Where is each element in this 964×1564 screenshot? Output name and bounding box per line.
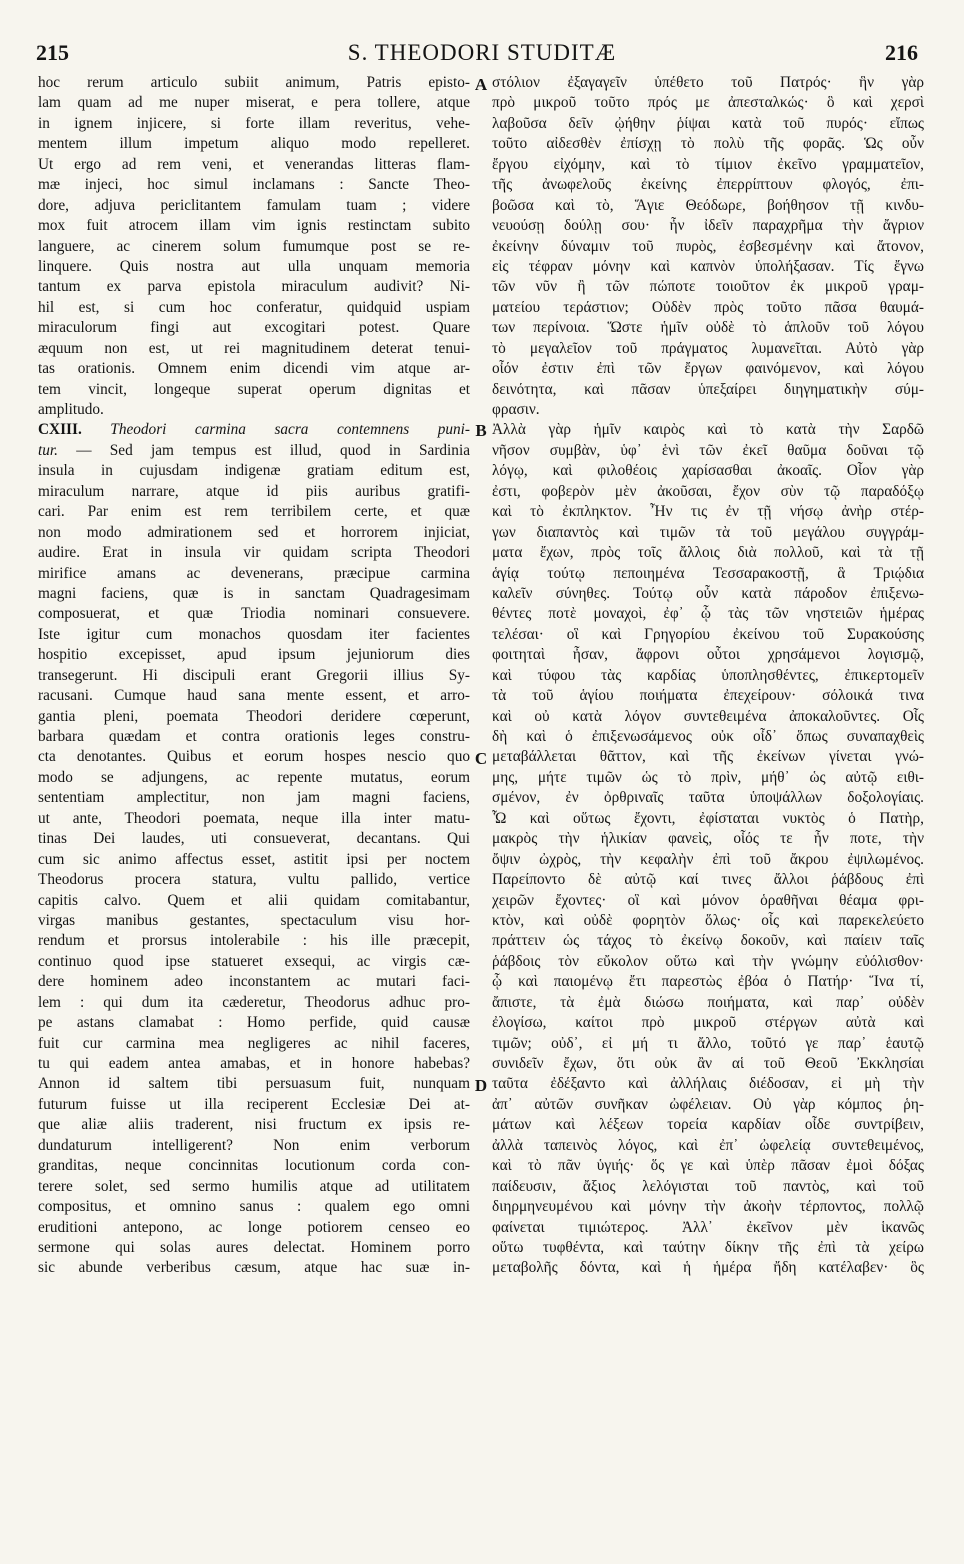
text-line: ἔργου εἰχόμην, καὶ τὸ τίμιον ἐκεῖνο γραμματεῖον,: [492, 155, 924, 173]
chapter-heading-cont: [38, 441, 470, 461]
text-line: στόλιον ἐξαγαγεῖν ὑπέθετο τοῦ Πατρός· ἣν γὰρ: [492, 74, 924, 91]
text-line: τελέσαι· οἳ καὶ Γρηγορίου ἐκείνου τοῦ Συρακούσης: [492, 625, 924, 643]
text-line: languere, ac cinerem solum fumumque post se re-: [38, 237, 470, 255]
text-line: æquum non est, ut rei magnitudinem deterat tenui-: [38, 339, 470, 357]
text-line: insula in cujusdam indigenæ gratiam editum est,: [38, 462, 470, 480]
text-line: barbara quædam et contra orationis leges constru-: [38, 728, 470, 745]
text-line: κτὸν, καὶ οὐδὲ φορητὸν ὅλως· οἷς καὶ παρεκελεύετο: [492, 911, 924, 929]
text-line: hospitio excepisset, apud ipsum jejuniorum dies: [38, 646, 470, 664]
text-line: μης, μήτε τιμῶν ὡς τὸ πρὶν, μήθ᾽ ὡς αὐτῷ ειθι-: [492, 768, 924, 786]
text-line: mirifice amans ac devenerans, præcipue carmina: [38, 564, 470, 582]
text-line: sententiam amplectitur, non jam magni faciens,: [38, 789, 470, 807]
text-line: φρασιν.: [492, 401, 540, 418]
text-line: μεταβάλλεται θᾶττον, καὶ τῆς ἐκείνων γίνεται γνώ-: [492, 748, 924, 766]
text-line: πράττειν ὡς τάχος τὸ ἐκείνῳ δοκοῦν, καὶ παίειν ταῖς: [492, 932, 924, 950]
text-line: Παρείποντο δὲ αὐτῷ καί τινες ἄλλοι ῥάβδους ἐπὶ: [492, 871, 924, 889]
text-line: dore, adjuva periclitantem famulam tuam ; videre: [38, 196, 470, 214]
text-line: mentem illum impetum aliquo modo repelleret.: [38, 135, 470, 153]
text-line: συνιδεῖν ἔχων, ὅτι οὐκ ἂν αἱ τοῦ Θεοῦ Ἐκκλησίαι: [492, 1055, 924, 1072]
text-line: lem : qui dum ita cæderetur, Theodorus adhuc pro-: [38, 993, 470, 1011]
text-line: sic abunde verberibus cæsum, atque hac suæ in-: [38, 1259, 470, 1277]
text-line: rendum et prorsus intolerabile : his ille præcepit,: [38, 932, 470, 950]
page-header: [0, 0, 964, 70]
text-line: δεινότητα, καὶ πᾶσαν ὑπεξαίρει διηγηματικὴν σύμ-: [492, 380, 924, 398]
text-line: modo se adjungens, ac repente mutatus, eorum: [38, 768, 470, 786]
text-line: hoc rerum articulo subiit animum, Patris episto-: [38, 74, 470, 91]
text-line: Iste igitur cum monachos quosdam iter facientes: [38, 625, 470, 643]
text-line: granditas, neque concinnitas locutionum corda con-: [38, 1157, 470, 1175]
running-title: S. THEODORI STUDITÆ: [347, 40, 617, 65]
text-line: lam quam ad me nuper miserat, e pera tollere, atque: [38, 94, 470, 112]
text-line: miraculorum fingi aut excogitari potest. Quare: [38, 319, 470, 337]
text-line: ἀλλὰ ταπεινὸς λόγος, καὶ ἐπ᾽ ὠφελείᾳ συντεθειμένος,: [492, 1136, 924, 1154]
text-line: φοιτηταὶ ἦσαν, ἄφρονι οὗτοι χρησάμενοι λογισμῷ,: [492, 646, 924, 664]
text-line: transegerunt. Hi discipuli erant Gregorii illius Sy-: [38, 666, 470, 684]
text-line: fuit cur carmina mea negligeres ac nihil faceres,: [38, 1034, 470, 1052]
text-line: τοῦτο αἰδεσθὲν ἐπίσχῃ τὸ πολὺ τῆς φορᾶς. Ὡς οὖν: [492, 135, 924, 153]
text-line: tas orationis. Omnem enim dicendi vim atque ar-: [38, 360, 470, 378]
text-line: τιμῶν; οὐδ᾽, εἰ μή τι ἄλλο, τοῦτό γε παρ᾽ ἑαυτῷ: [492, 1034, 924, 1052]
page-number-right: 216: [885, 40, 918, 65]
text-line: σμένον, ἐν ὀρθριναῖς ταῦτα ὑποψάλλων δοξολογίαις.: [492, 789, 924, 807]
text-line: ἐκείνην δύναμιν τοῦ πυρὸς, ἐσβεσμένην καὶ ἄτονον,: [492, 237, 924, 255]
text-line: ᾧ καὶ παιομένῳ ἔτι παρεστὼς ἐβόα ὁ Πατήρ· Ἵνα τί,: [492, 973, 924, 991]
text-line: καὶ τύφου τὰς καρδίας ὑποπλησθέντες, ἐπικερτομεῖν: [492, 666, 924, 684]
text-line: tantum ex parva epistola miraculum audivit? Ni-: [38, 278, 470, 296]
text-line: ὄψιν ὠχρὸς, τὴν κεφαλὴν ἐπὶ τοῦ ἄκρου ἐψιλωμένος.: [492, 850, 924, 868]
text-line: ἀπ᾽ αὐτῶν συνῆκαν ὠφέλειαν. Οὐ γὰρ κόμπος ῥη-: [492, 1095, 924, 1113]
text-line: sermone qui solas aures delectat. Hominem porro: [38, 1238, 470, 1256]
text-line: terere solet, sed sermo humilis atque ad utilitatem: [38, 1177, 470, 1195]
text-line: βοῶσα καὶ τὸ, Ἅγιε Θεόδωρε, βοήθησον τῇ κινδυ-: [492, 196, 924, 214]
section-marker-b: B: [475, 421, 487, 440]
text-line: ταῦτα ἐδέξαντο καὶ ἀλλήλαις διέδοσαν, εἰ μὴ τὴν: [492, 1075, 924, 1093]
text-line: linquere. Quis nostra aut ulla unquam memoria: [38, 257, 470, 275]
text-line: tinas Dei laudes, uti consueverat, decantans. Qui: [38, 830, 470, 848]
text-line: ματείου τεράστιον; Οὐδὲν πρὸς τοῦτο πᾶσα θαυμά-: [492, 298, 924, 316]
text-line: μακρὸς τὴν ἡλικίαν φανεὶς, οἷός τε ἦν ποτε, τὴν: [492, 830, 924, 848]
text-line: νευούσῃ δούλῃ σου· ἦν ἰδεῖν παραχρῆμα τὴν ἄγριον: [492, 217, 924, 235]
text-line: amplitudo.: [38, 401, 104, 418]
text-line: γων διαπαντὸς καὶ τιμῶν τὰ τοῦ μεγάλου συγγράμ-: [492, 523, 924, 541]
text-line: virgas manibus gestantes, spectaculum visu hor-: [38, 911, 470, 929]
text-line: compositus, et omnino sanus : qualem ego omni: [38, 1198, 470, 1216]
text-line: ῥάβδοις τὸν εὔκολον οὕτω καὶ τὴν γνώμην εὐόλισθον·: [492, 952, 924, 970]
text-line: ἐλογίσω, καίτοι πρὸ μικροῦ στέργων αὐτὰ καὶ: [492, 1014, 924, 1032]
text-line: que aliæ aliis traderent, nisi fructum ex ipsis re-: [38, 1116, 470, 1134]
text-line: τὰ τοῦ ἁγίου ποιήματα ἐπεχείρουν· σόλοικά τινα: [492, 687, 924, 705]
text-line: dundaturum intelligerent? Non enim verborum: [38, 1136, 470, 1154]
text-line: τὸ μεγαλεῖον τοῦ πράγματος λυμανεῖται. Αὐτὸ γὰρ: [492, 339, 924, 357]
latin-column: [38, 73, 470, 1279]
text-line: non modo admirationem sed et horrorem injiciat,: [38, 523, 470, 541]
text-line: καλεῖν σύνηθες. Τούτῳ οὖν κατὰ πάροδον ἐπιξενω-: [492, 584, 924, 602]
text-line: ἁγίᾳ τούτῳ πεποιημένα Τεσσαρακοστῇ, ἃ Τριῴδια: [492, 564, 924, 582]
chapter-heading: [38, 420, 470, 440]
text-line: ἄπιστε, τὰ ἐμὰ διώσω ποιήματα, καὶ παρ᾽ οὐδὲν: [492, 993, 924, 1011]
text-line: καὶ οὐ κατὰ λόγον συντεθειμένα ἀποκαλοῦντες. Οἷς: [492, 707, 924, 725]
text-line: οὕτω τυφθέντα, καὶ ταύτην δίκην τῆς ἐπὶ τὰ χείρω: [492, 1238, 924, 1256]
greek-column: [492, 73, 924, 1279]
section-marker-d: D: [474, 1076, 488, 1095]
chapter-title-cont: tur.: [38, 441, 58, 459]
text-line: cta denotantes. Quibus et eorum hospes nescio quo: [38, 748, 470, 766]
text-line: tu qui eadem antea amabas, et in honore habebas?: [38, 1055, 470, 1072]
text-line: miraculum narrare, atque id piis auribus gratifi-: [38, 482, 470, 500]
text-line: in ignem injicere, si forte illam reveritus, vehe-: [38, 114, 470, 132]
text-line: χειρῶν ἔχοντες· οἳ καὶ μόνον ὁραθῆναι θέαμα φρι-: [492, 891, 924, 909]
section-marker-a: A: [474, 75, 488, 94]
text-line: διηρμηνευμένου καὶ μόνην τὴν ἀκοὴν τέρποντος, πολλῷ: [492, 1198, 924, 1216]
text-line: magni faciens, quæ is in sanctam Quadragesimam: [38, 584, 470, 602]
text-line: capitis calvo. Quem et alii quidam comitabantur,: [38, 891, 470, 909]
text-line: cari. Par enim est rem terribilem certe, et quæ: [38, 503, 470, 521]
section-marker-c: C: [474, 749, 488, 768]
text-line: gantia pleni, poemata Theodori deridere cœperunt,: [38, 707, 470, 725]
chapter-number: CXIII.: [38, 421, 82, 439]
text-line: Theodorus procera statura, vultu pallido, vertice: [38, 871, 470, 889]
text-line: composuerat, et quæ Triodia nominari consuevere.: [38, 605, 470, 623]
text-line: φαίνεται τιμιώτερος. Ἀλλ᾽ ἐκεῖνον μὲν ἱκανῶς: [492, 1218, 924, 1236]
text-line: mæ injeci, hoc simul inclamans : Sancte Theo-: [38, 176, 470, 194]
text-line: των περίνοια. Ὥστε ἡμῖν οὐδὲ τὸ ἁπλοῦν τοῦ λόγου: [492, 319, 924, 337]
text-line: μεταβολῆς δόντα, καὶ ἡ ἡμέρα ἤδη κατέλαβεν· ὃς: [492, 1259, 924, 1277]
chapter-first-line: — Sed jam tempus est illud, quod in Sardinia: [57, 441, 470, 459]
text-line: οἶόν ἐστιν ἐπὶ τῶν ἔργων φαινόμενον, καὶ λόγου: [492, 360, 924, 378]
text-line: νῆσον συμβὰν, ὑφ᾽ ἑνὶ τῶν ἐκεῖ θαῦμα δοῦναι τῷ: [492, 441, 924, 459]
text-line: futurum fuisse ut illa reciperent Ecclesiæ Dei at-: [38, 1095, 470, 1113]
text-line: καὶ τὸ πᾶν ὑγιής· ὅς γε καὶ ὑπὲρ πᾶσαν ἐμοὶ δόξας: [492, 1157, 924, 1175]
page-number-left: 215: [36, 40, 69, 65]
text-line: eruditioni antepono, ac longe potiorem censeo eo: [38, 1218, 470, 1236]
text-line: Ut ergo ad rem veni, et venerandas litteras flam-: [38, 155, 470, 173]
text-line: ἐστι, φοβερὸν μὲν ἀκοῦσαι, ἔχον σὺν τῷ παραδόξῳ: [492, 482, 924, 500]
text-line: hil est, si cum hoc conferatur, quidquid uspiam: [38, 298, 470, 316]
text-line: ματα ἔχων, πρὸς τοῖς ἄλλοις διὰ πολλοῦ, καὶ τὰ τῇ: [492, 544, 924, 562]
text-line: continuo quod ipse statueret exsequi, ac virgis cæ-: [38, 952, 470, 970]
text-line: τῶν νῦν ἢ τῶν πώποτε τοιοῦτον ἐκ μικροῦ γραμ-: [492, 278, 924, 296]
text-line: racusani. Cumque haud sana mente essent, et arro-: [38, 687, 470, 705]
text-line: tem vincit, longeque superat operum dignitas et: [38, 380, 470, 398]
text-line: λαβοῦσα δεῖν ᾠήθην ῥίψαι κατὰ τοῦ πυρός· εἴπως: [492, 114, 924, 132]
text-line: audire. Erat in insula vir quidam scripta Theodori: [38, 544, 470, 562]
text-line: cum sic animo affectus esset, astitit ipsi per noctem: [38, 850, 470, 868]
text-line: τῆς ἀνωφελοῦς ἐκείνης ἐπερρίπτουν φλογός, ἐπι-: [492, 176, 924, 194]
text-line: καὶ τὸ ἐκπληκτον. Ἦν τις ἐν τῇ νήσῳ ἀνὴρ στέρ-: [492, 503, 924, 521]
text-line: Annon id saltem tibi persuasum fuit, nunquam: [38, 1075, 470, 1093]
chapter-title: Theodori carmina sacra contemnens puni-: [81, 421, 470, 439]
text-line: ut ante, Theodori poemata, neque illa inter matu-: [38, 809, 470, 827]
text-line: dere hominem adeo inconstantem ac mutari faci-: [38, 973, 470, 991]
text-line: θέντες ποτὲ μοναχοὶ, ἐφ᾽ ᾧ τὰς τῶν νηστειῶν ἡμέρας: [492, 605, 924, 623]
text-line: εἰς τέφραν μόνην καὶ καπνὸν ὑπολήξασαν. Τίς ἔγνω: [492, 257, 924, 275]
text-line: πρὸ μικροῦ τοῦτο πρός με ἀπεσταλκώς· ὃ καὶ χερσὶ: [492, 94, 924, 112]
text-line: μάτων καὶ λέξεων τορεία καρδίαν οἶδε συντρίβειν,: [492, 1116, 924, 1134]
text-line: δὴ καὶ ὁ ἐπιξενωσάμενος οὐκ οἶδ᾽ ὅπως συναπαχθεὶς: [492, 728, 924, 745]
text-line: Ἀλλὰ γὰρ ἡμῖν καιρὸς καὶ τὸ κατὰ τὴν Σαρδῶ: [492, 421, 924, 439]
text-line: mox fuit atrocem illam vim ignis restinctam subito: [38, 217, 470, 235]
text-line: Ὧ καὶ οὕτως ἔχοντι, ἐφίσταται νυκτὸς ὁ Πατὴρ,: [492, 809, 924, 827]
text-line: λόγῳ, καὶ φιλοθέοις χαρίσασθαι ἀκοαῖς. Οἷον γὰρ: [492, 462, 924, 480]
text-line: παίδευσιν, ἄξιος λελόγισται τοῦ παντὸς, καὶ τοῦ: [492, 1177, 924, 1195]
text-line: pe astans clamabat : Homo perfide, quid causæ: [38, 1014, 470, 1032]
